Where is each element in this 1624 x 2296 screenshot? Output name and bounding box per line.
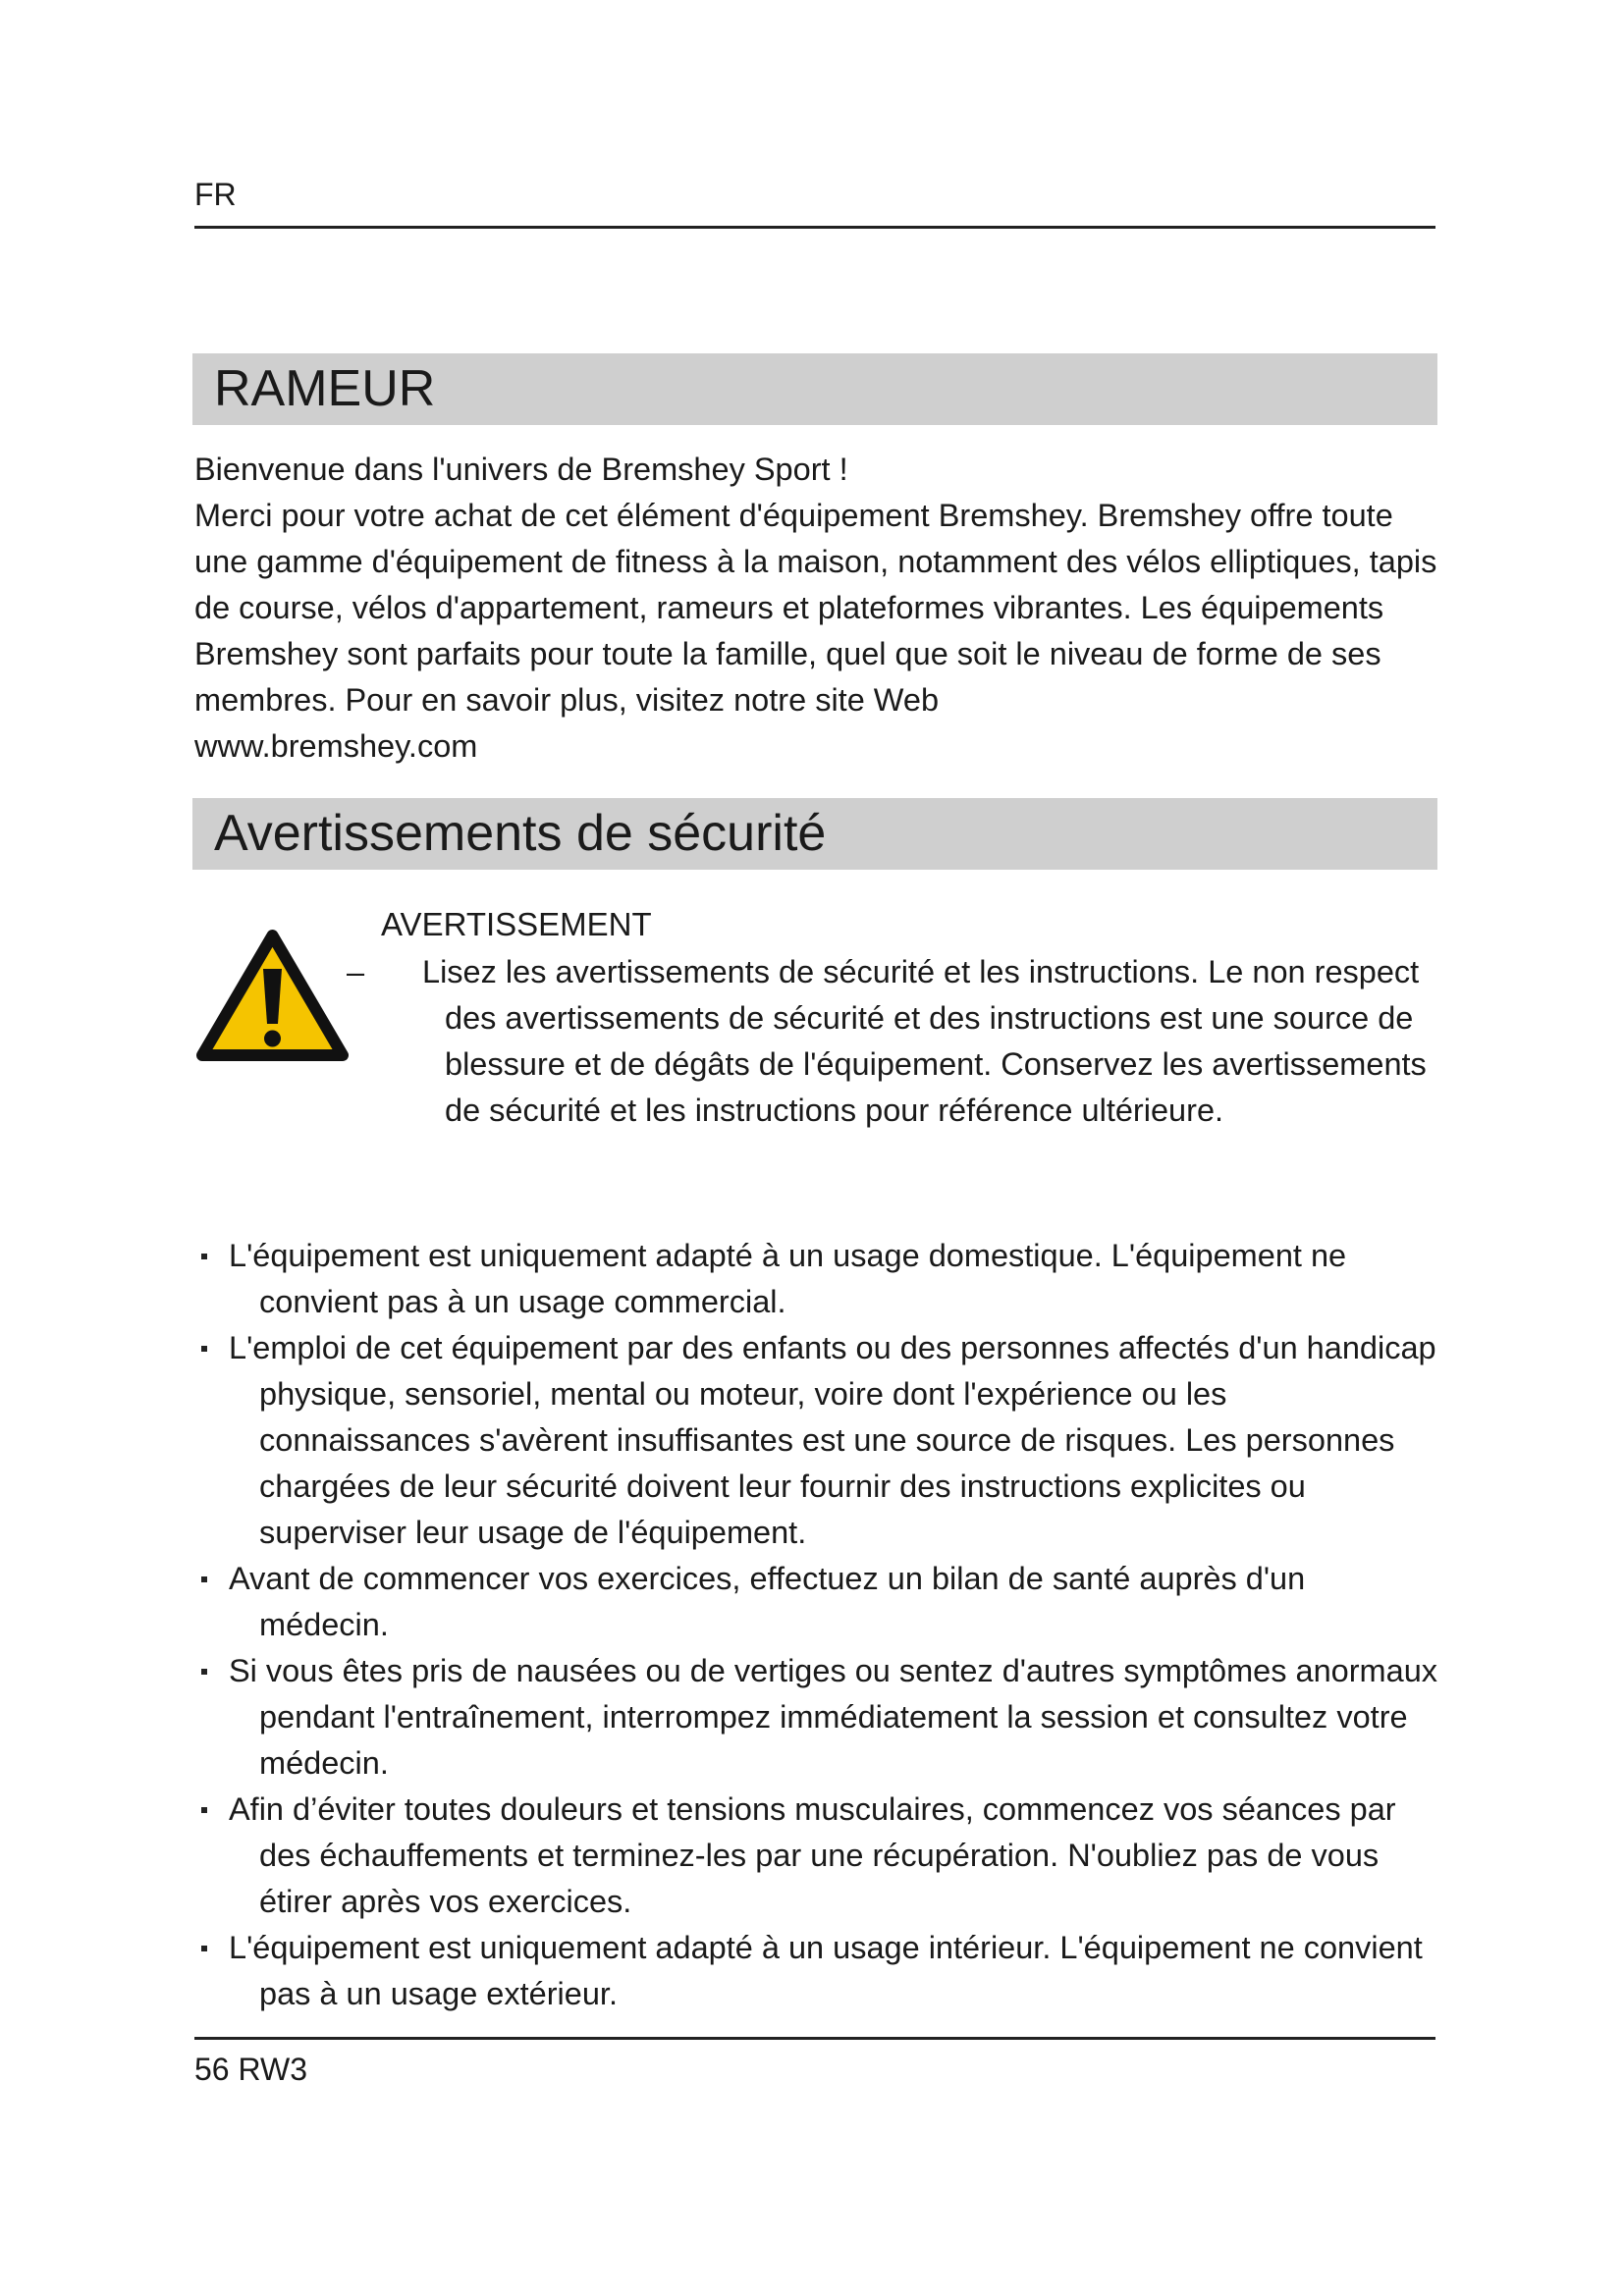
list-item-text: L'emploi de cet équipement par des enfants ou des personnes affectés d'un handicap physique, sensoriel, mental ou moteur, voire dont l'expérience ou les connaissances s'avèrent insuffisantes est une source de risques. Les personnes chargées de leur sécurité doivent leur fournir des instructions explicites ou superviser leur usage de l'équipement. xyxy=(229,1330,1436,1550)
list-item xyxy=(201,1787,1440,1925)
section-heading-rameur xyxy=(192,353,1437,425)
section-heading-safety xyxy=(192,798,1437,870)
bullet-marker xyxy=(201,1254,207,1259)
list-item xyxy=(201,1325,1440,1556)
bullet-marker xyxy=(201,1946,207,1951)
list-item xyxy=(201,1233,1440,1325)
dash-marker: – xyxy=(347,954,365,989)
list-item-text: Si vous êtes pris de nausées ou de vertiges ou sentez d'autres symptômes anormaux pendant l'entraînement, interrompez immédiatement la session et consultez votre médecin. xyxy=(229,1653,1438,1781)
warning-instructions: Lisez les avertissements de sécurité et les instructions. Le non respect des avertissements de sécurité et des instructions est une source de blessure et de dégâts de l'équipement. Conservez les avertissements de sécurité et les instructions pour référence ultérieure. xyxy=(422,954,1427,1128)
list-item-text: L'équipement est uniquement adapté à un usage domestique. L'équipement ne convient pas à un usage commercial. xyxy=(229,1238,1347,1319)
welcome-line: Bienvenue dans l'univers de Bremshey Sport ! xyxy=(194,452,848,487)
bullet-marker xyxy=(201,1669,207,1675)
footer-rule xyxy=(194,2037,1435,2040)
bullet-marker xyxy=(201,1576,207,1582)
safety-bullet-list xyxy=(201,1233,1440,2017)
language-code: FR xyxy=(194,177,237,212)
list-item-text: Avant de commencer vos exercices, effectuez un bilan de santé auprès d'un médecin. xyxy=(229,1561,1306,1642)
bullet-marker xyxy=(201,1807,207,1813)
list-item xyxy=(201,1556,1440,1648)
intro-paragraph: Merci pour votre achat de cet élément d'équipement Bremshey. Bremshey offre toute une gamme d'équipement de fitness à la maison, notamment des vélos elliptiques, tapis de course, vélos d'appartement, rameurs et plateformes vibrantes. Les équipements Bremshey sont parfaits pour toute la famille, quel que soit le niveau de forme de ses membres. Pour en savoir plus, visitez notre site Web xyxy=(194,498,1437,718)
header-rule xyxy=(194,226,1435,229)
page-number: 56 RW3 xyxy=(194,2052,308,2087)
list-item-text: Afin d’éviter toutes douleurs et tensions musculaires, commencez vos séances par des échauffements et terminez-les par une récupération. N'oubliez pas de vous étirer après vos exercices. xyxy=(229,1791,1396,1919)
list-item-text: L'équipement est uniquement adapté à un usage intérieur. L'équipement ne convient pas à un usage extérieur. xyxy=(229,1930,1423,2011)
warning-heading: AVERTISSEMENT xyxy=(381,906,652,942)
website-link[interactable]: www.bremshey.com xyxy=(194,728,478,764)
section-title: Avertissements de sécurité xyxy=(214,805,827,862)
bullet-marker xyxy=(201,1346,207,1352)
list-item xyxy=(201,1925,1440,2017)
section-title: RAMEUR xyxy=(214,360,436,417)
warning-triangle-icon xyxy=(196,928,349,1063)
list-item xyxy=(201,1648,1440,1787)
warning-text xyxy=(347,949,1436,1134)
intro-text xyxy=(194,447,1439,770)
